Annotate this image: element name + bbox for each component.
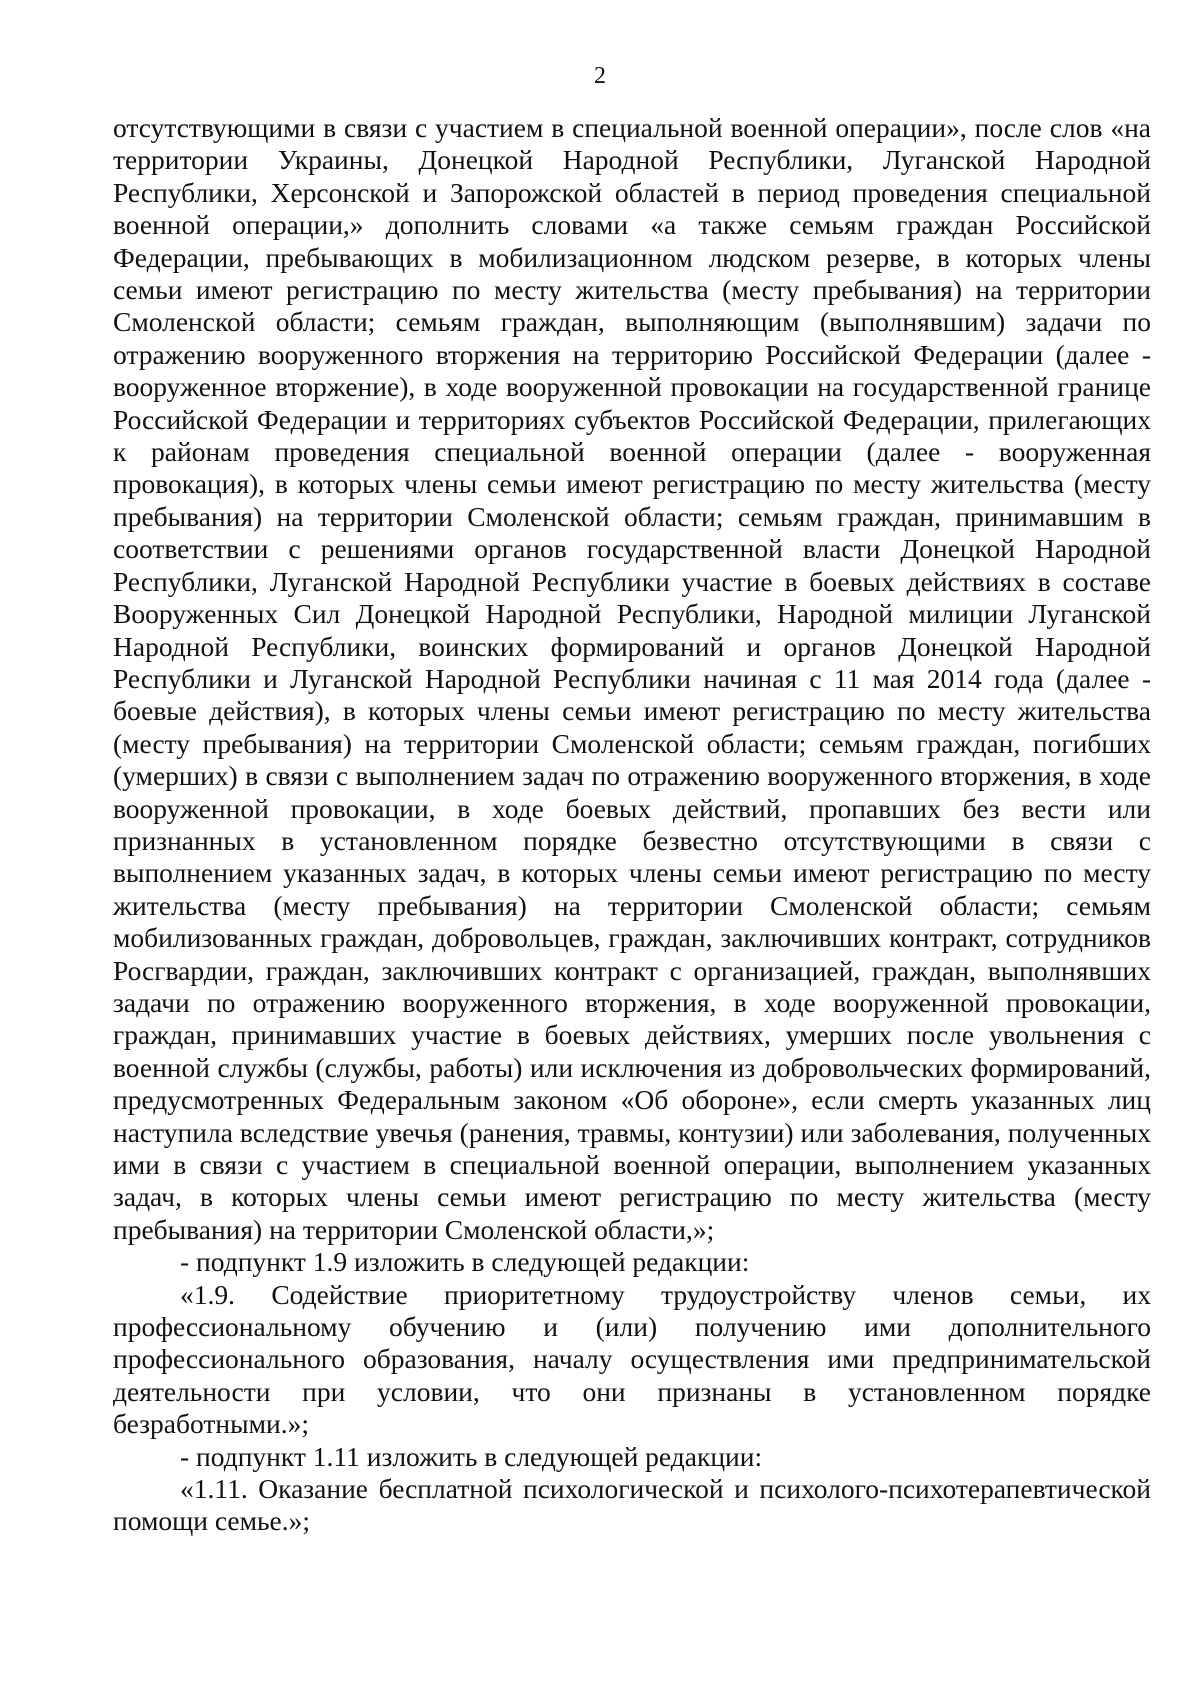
paragraph-subpoint-1-9-text: «1.9. Содействие приоритетному трудоустройству членов семьи, их профессиональному обучению и (или) получению ими дополнительного профессионального образования, началу осуществления ими предпринимательской деятельности при условии, что они признаны в установленном порядке безработными.»; [113, 1278, 1151, 1440]
page-number: 2 [594, 63, 606, 89]
document-body [113, 112, 1151, 1538]
paragraph-subpoint-1-11-instruction: - подпункт 1.11 изложить в следующей редакции: [180, 1440, 763, 1472]
paragraph-subpoint-1-9-instruction: - подпункт 1.9 изложить в следующей редакции: [180, 1246, 750, 1278]
paragraph-continuation: отсутствующими в связи с участием в специальной военной операции», после слов «на территории Украины, Донецкой Народной Республики, Луганской Народной Республики, Херсонской и Запорожской областей в период проведения специальной военной операции,» дополнить словами «а также семьям граждан Российской Федерации, пребывающих в мобилизационном людском резерве, в которых члены семьи имеют регистрацию по месту жительства (месту пребывания) на территории Смоленской области; семьям граждан, выполняющим (выполнявшим) задачи по отражению вооруженного вторжения на территорию Российской Федерации (далее - вооруженное вторжение), в ходе вооруженной провокации на государственной границе Российской Федерации и территориях субъектов Российской Федерации, прилегающих к районам проведения специальной военной операции (далее - вооруженная провокация), в которых члены семьи имеют регистрацию по месту жительства (месту пребывания) на территории Смоленской области; семьям граждан, принимавшим в соответствии с решениями органов государственной власти Донецкой Народной Республики, Луганской Народной Республики участие в боевых действиях в составе Вооруженных Сил Донецкой Народной Республики, Народной милиции Луганской Народной Республики, воинских формирований и органов Донецкой Народной Республики и Луганской Народной Республики начиная с 11 мая 2014 года (далее - боевые действия), в которых члены семьи имеют регистрацию по месту жительства (месту пребывания) на территории Смоленской области; семьям граждан, погибших (умерших) в связи с выполнением задач по отражению вооруженного вторжения, в ходе вооруженной провокации, в ходе боевых действий, пропавших без вести или признанных в установленном порядке безвестно отсутствующими в связи с выполнением указанных задач, в которых члены семьи имеют регистрацию по месту жительства (месту пребывания) на территории Смоленской области; семьям мобилизованных граждан, добровольцев, граждан, заключивших контракт, сотрудников Росгвардии, граждан, заключивших контракт с организацией, граждан, выполнявших задачи по отражению вооруженного вторжения, в ходе вооруженной провокации, граждан, принимавших участие в боевых действиях, умерших после увольнения с военной службы (службы, работы) или исключения из добровольческих формирований, предусмотренных Федеральным законом «Об обороне», если смерть указанных лиц наступила вследствие увечья (ранения, травмы, контузии) или заболевания, полученных ими в связи с участием в специальной военной операции, выполнением указанных задач, в которых члены семьи имеют регистрацию по месту жительства (месту пребывания) на территории Смоленской области,»; [113, 112, 1151, 1245]
paragraph-subpoint-1-11-text: «1.11. Оказание бесплатной психологической и психолого-психотерапевтической помощи семье.»; [113, 1473, 1151, 1537]
